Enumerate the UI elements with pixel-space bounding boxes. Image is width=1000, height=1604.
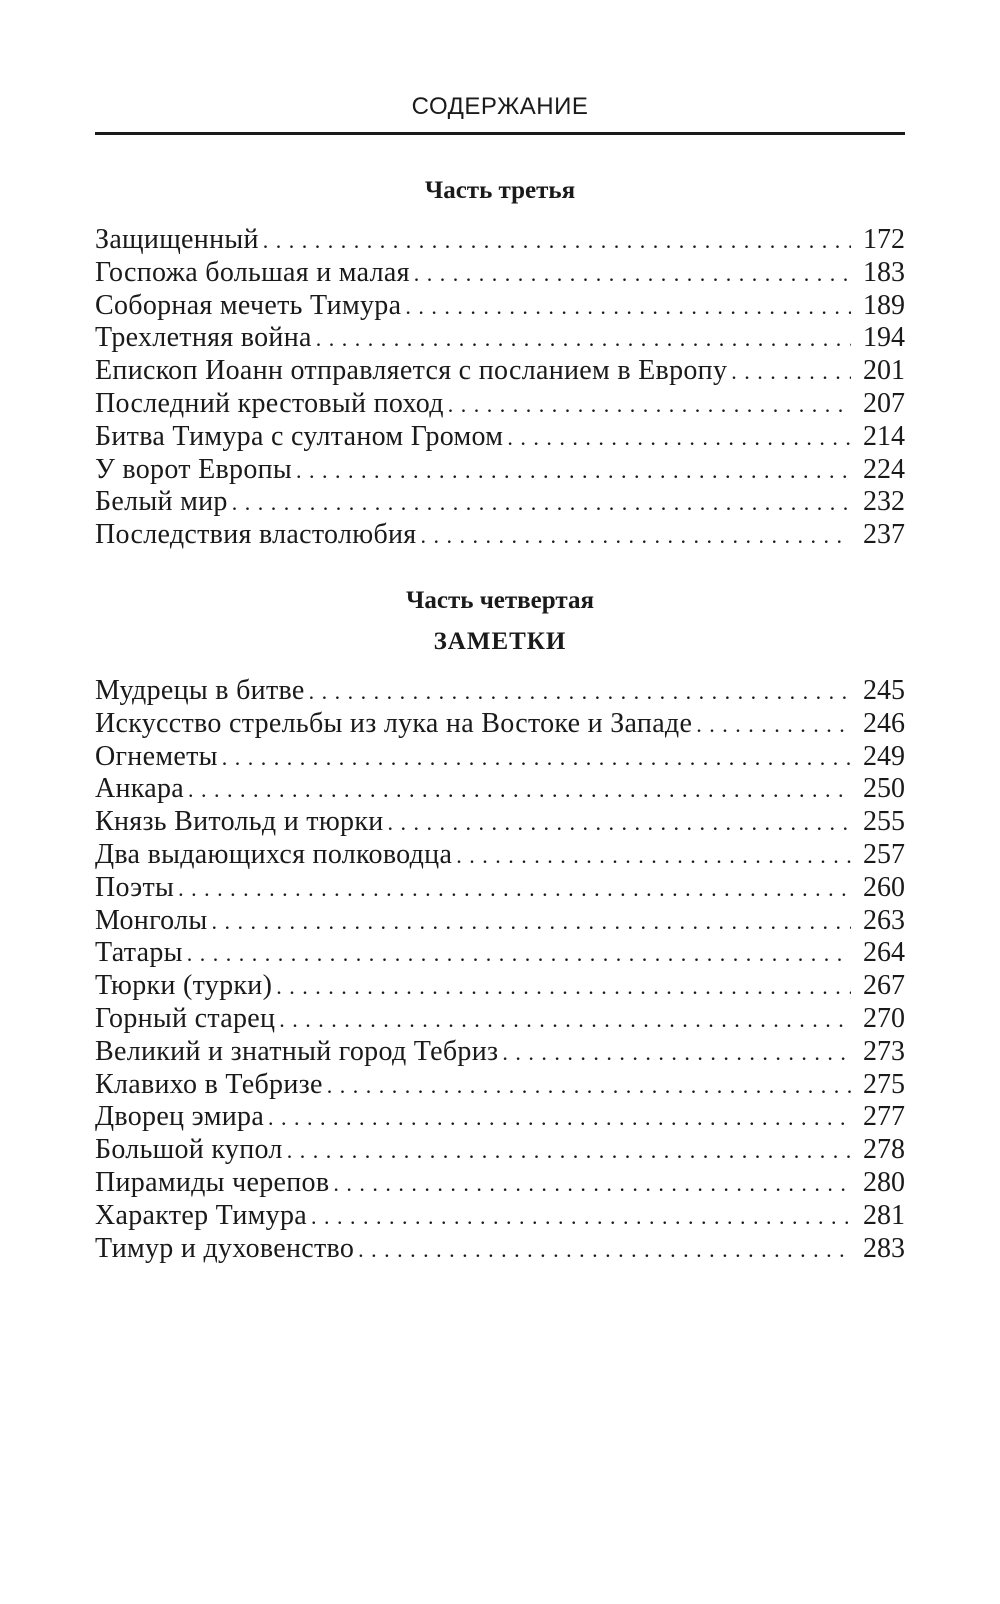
dot-leader bbox=[696, 709, 851, 742]
toc-entry-title: Белый мир bbox=[95, 486, 228, 518]
dot-leader bbox=[268, 1102, 851, 1135]
toc-entry[interactable] bbox=[95, 1101, 905, 1134]
dot-leader bbox=[263, 225, 851, 258]
toc-entry-page-number: 257 bbox=[863, 838, 905, 870]
toc-entry-page-number: 245 bbox=[863, 675, 905, 706]
toc-entry-title: Татары bbox=[95, 937, 183, 969]
toc-entry[interactable] bbox=[95, 322, 905, 355]
toc-entry-page-number: 263 bbox=[863, 904, 905, 936]
toc-entry-title: Дворец эмира bbox=[95, 1101, 265, 1133]
part-four-heading: Часть четвертая bbox=[406, 587, 594, 614]
toc-entry-page-number: 273 bbox=[863, 1035, 905, 1067]
toc-entry-title: Искусство стрельбы из лука на Востоке и Западе bbox=[95, 707, 693, 739]
dot-leader bbox=[388, 807, 851, 840]
dot-leader bbox=[309, 676, 851, 709]
toc-entry-title: Трехлетняя война bbox=[95, 322, 312, 354]
toc-entry[interactable] bbox=[95, 486, 905, 519]
toc-entry-title: Мудрецы в битве bbox=[95, 675, 305, 706]
toc-entry-page-number: 255 bbox=[863, 806, 905, 838]
toc-entry-page-number: 232 bbox=[863, 486, 905, 518]
toc-entry-page-number: 280 bbox=[863, 1166, 905, 1198]
toc-entry-page-number: 214 bbox=[863, 420, 905, 452]
toc-entry-page-number: 260 bbox=[863, 871, 905, 903]
toc-entry-title: Монголы bbox=[95, 904, 208, 936]
toc-entry[interactable] bbox=[95, 839, 905, 872]
toc-entry-title: У ворот Европы bbox=[95, 453, 293, 485]
toc-entry-title: Поэты bbox=[95, 871, 175, 903]
toc-entry[interactable] bbox=[95, 355, 905, 388]
toc-entry[interactable] bbox=[95, 1200, 905, 1233]
toc-entry-title: Соборная мечеть Тимура bbox=[95, 289, 402, 321]
dot-leader bbox=[279, 1004, 851, 1037]
toc-entry-title: Последствия властолюбия bbox=[95, 519, 417, 551]
toc-entry[interactable] bbox=[95, 1036, 905, 1069]
toc-entry[interactable] bbox=[95, 1167, 905, 1200]
toc-entry[interactable] bbox=[95, 1069, 905, 1102]
toc-entry[interactable] bbox=[95, 773, 905, 806]
toc-entry[interactable] bbox=[95, 454, 905, 487]
dot-leader bbox=[448, 389, 851, 422]
dot-leader bbox=[212, 906, 852, 939]
dot-leader bbox=[287, 1135, 851, 1168]
toc-entry-page-number: 194 bbox=[863, 322, 905, 354]
dot-leader bbox=[178, 873, 851, 906]
dot-leader bbox=[296, 455, 851, 488]
dot-leader bbox=[358, 1234, 851, 1267]
toc-entry[interactable] bbox=[95, 1003, 905, 1036]
toc-entry[interactable] bbox=[95, 1134, 905, 1167]
toc-entry-title: Госпожа большая и малая bbox=[95, 256, 410, 288]
dot-leader bbox=[316, 323, 851, 356]
toc-entry-page-number: 281 bbox=[863, 1199, 905, 1231]
toc-entry[interactable] bbox=[95, 675, 905, 708]
toc-entry-page-number: 201 bbox=[863, 355, 905, 387]
toc-entry[interactable] bbox=[95, 872, 905, 905]
toc-entry-title: Защищенный bbox=[95, 224, 259, 255]
toc-entry-title: Два выдающихся полководца bbox=[95, 838, 453, 870]
toc-entry-title: Тимур и духовенство bbox=[95, 1232, 355, 1264]
toc-entry-title: Огнеметы bbox=[95, 740, 218, 772]
toc-entry[interactable] bbox=[95, 257, 905, 290]
toc-entry[interactable] bbox=[95, 224, 905, 257]
toc-entry-page-number: 267 bbox=[863, 970, 905, 1002]
notes-heading: ЗАМЕТКИ bbox=[433, 628, 567, 655]
toc-entry-title: Битва Тимура с султаном Громом bbox=[95, 420, 504, 452]
dot-leader bbox=[327, 1070, 851, 1103]
toc-entry-page-number: 224 bbox=[863, 453, 905, 485]
dot-leader bbox=[222, 742, 851, 775]
dot-leader bbox=[187, 938, 851, 971]
toc-entry-page-number: 277 bbox=[863, 1101, 905, 1133]
dot-leader bbox=[311, 1201, 851, 1234]
part-three-toc-list bbox=[95, 224, 905, 552]
dot-leader bbox=[502, 1037, 851, 1070]
toc-entry-title: Епископ Иоанн отправляется с посланием в Европу bbox=[95, 355, 728, 387]
toc-entry[interactable] bbox=[95, 708, 905, 741]
running-head: СОДЕРЖАНИЕ bbox=[411, 93, 589, 120]
toc-entry-page-number: 264 bbox=[863, 937, 905, 969]
dot-leader bbox=[456, 840, 851, 873]
toc-entry-title: Князь Витольд и тюрки bbox=[95, 806, 384, 838]
toc-entry-title: Анкара bbox=[95, 773, 185, 805]
toc-entry-page-number: 189 bbox=[863, 289, 905, 321]
part-four-toc-list bbox=[95, 675, 905, 1265]
toc-entry-page-number: 183 bbox=[863, 256, 905, 288]
dot-leader bbox=[507, 422, 851, 455]
dot-leader bbox=[420, 520, 851, 553]
toc-entry[interactable] bbox=[95, 937, 905, 970]
toc-entry-title: Характер Тимура bbox=[95, 1199, 308, 1231]
dot-leader bbox=[276, 971, 851, 1004]
toc-entry-page-number: 270 bbox=[863, 1002, 905, 1034]
toc-entry[interactable] bbox=[95, 905, 905, 938]
dot-leader bbox=[414, 258, 851, 291]
toc-entry-page-number: 172 bbox=[863, 224, 905, 255]
toc-entry-page-number: 249 bbox=[863, 740, 905, 772]
toc-entry-page-number: 275 bbox=[863, 1068, 905, 1100]
toc-entry-page-number: 237 bbox=[863, 519, 905, 551]
toc-entry-title: Клавихо в Тебризе bbox=[95, 1068, 323, 1100]
toc-entry-page-number: 283 bbox=[863, 1232, 905, 1264]
dot-leader bbox=[333, 1168, 851, 1201]
dot-leader bbox=[731, 356, 851, 389]
dot-leader bbox=[188, 774, 851, 807]
toc-entry[interactable] bbox=[95, 388, 905, 421]
toc-entry[interactable] bbox=[95, 290, 905, 323]
toc-entry-page-number: 207 bbox=[863, 387, 905, 419]
toc-entry-title: Большой купол bbox=[95, 1134, 283, 1166]
toc-entry[interactable] bbox=[95, 421, 905, 454]
toc-entry-title: Великий и знатный город Тебриз bbox=[95, 1035, 499, 1067]
toc-entry-page-number: 278 bbox=[863, 1134, 905, 1166]
toc-entry-title: Последний крестовый поход bbox=[95, 387, 444, 419]
toc-entry[interactable] bbox=[95, 1233, 905, 1266]
dot-leader bbox=[232, 487, 851, 520]
header-rule bbox=[95, 132, 905, 135]
toc-entry[interactable] bbox=[95, 806, 905, 839]
toc-entry-title: Пирамиды черепов bbox=[95, 1166, 330, 1198]
toc-entry-page-number: 250 bbox=[863, 773, 905, 805]
toc-entry[interactable] bbox=[95, 741, 905, 774]
toc-entry-title: Горный старец bbox=[95, 1002, 276, 1034]
part-three-heading: Часть третья bbox=[424, 177, 576, 204]
toc-entry-page-number: 246 bbox=[863, 707, 905, 739]
toc-entry-title: Тюрки (турки) bbox=[95, 970, 273, 1002]
toc-entry[interactable] bbox=[95, 519, 905, 552]
toc-entry[interactable] bbox=[95, 970, 905, 1003]
dot-leader bbox=[405, 291, 851, 324]
